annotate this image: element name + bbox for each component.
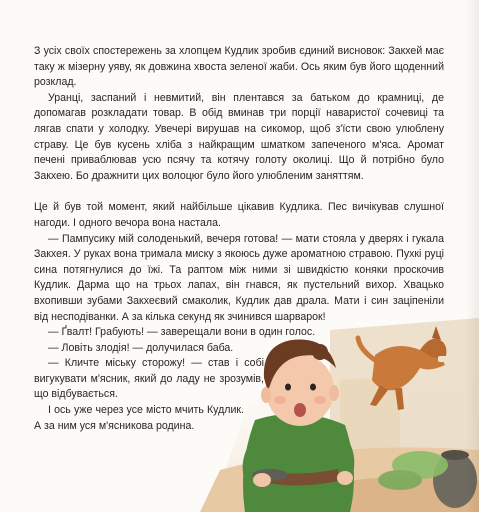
paragraph: Це й був той момент, який найбільше цікавив Кудлика. Пес вичікував слушної нагоди. І одного вечора вона настала. bbox=[34, 201, 444, 229]
paragraph: — Кличте міську сторожу! — став і собі вигукувати м'ясник, який до ладу не зрозумів, що відбувається. bbox=[34, 357, 264, 401]
page-edge-shadow bbox=[465, 0, 479, 512]
paragraph: — Пампусику мій солоденький, вечеря готова! — мати стояла у дверях і гукала Закхея. У руках вона тримала миску з якоюсь дуже ароматною стравою. Пухкі руці сина потягнулися до їжі. Та раптом між ними зі швидкістю коняки проскочив Кудлик. Дарма що на трьох лапах, він гнався, як пустельний вихор. Хвацько вхопивши зубами Закхеєвий смаколик, Кудлик дав драла. Мати і син заціпеніли від несподіванки. А за кілька секунд як зчинився шарварок! bbox=[34, 232, 444, 323]
paragraph: І ось уже через усе місто мчить Кудлик. А за ним уся м'ясникова родина. bbox=[34, 404, 244, 432]
paragraph: Уранці, заспаний і невмитий, він плентався за батьком до крамниці, де допомагав розкладати товар. В обід вминав три порції наваристої сочевиці та лягав спати у холодку. Увечері вирушав на сикомор, щоб з'їсти свою улюблену страву. Це був кусень хліба з найкращим шматком запеченого м'яса. Аромат печені приваблював усю псячу та котячу голоту околиці. Що й потрібно було Закхею. Бо дражнити цих волоцюг було його улюбленим заняттям. bbox=[34, 91, 444, 182]
paragraph: — Ловіть злодія! — долучилася баба. bbox=[48, 341, 234, 354]
story-text bbox=[34, 44, 444, 434]
paragraph: — Ґвалт! Грабують! — заверещали вони в один голос. bbox=[48, 326, 316, 339]
paragraph: З усіх своїх спостережень за хлопцем Кудлик зробив єдиний висновок: Закхей має таку ж мізерну уяву, як довжина хвоста зеленої жаби. Ось яким був його щоденний розклад. bbox=[34, 45, 444, 89]
